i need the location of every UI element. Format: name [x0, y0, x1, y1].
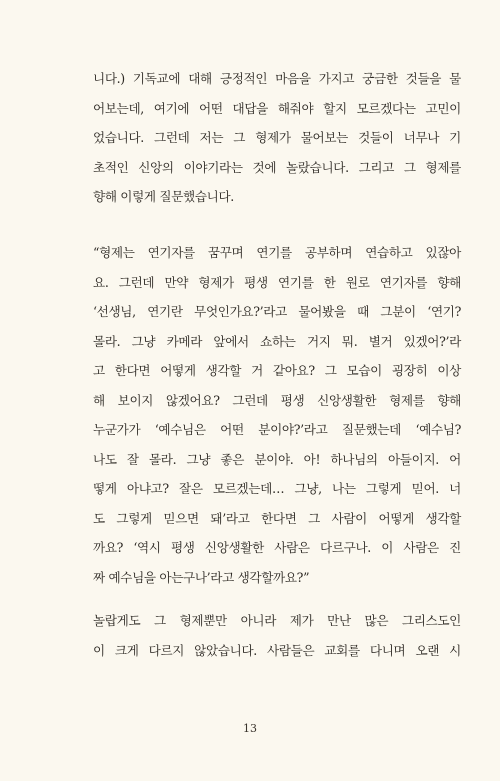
text-line: 놀랍게도 그 형제뿐만 아니라 제가 만난 많은 그리스도인 [93, 613, 461, 628]
text-line: 몰라. 그냥 카메라 앞에서 쇼하는 거지 뭐. 별거 있겠어?’라 [93, 333, 461, 349]
paragraph-quote [93, 238, 461, 592]
text-line: 도 그렇게 믿으면 돼’라고 한다면 그 사람이 어떻게 생각할 [93, 510, 461, 526]
text-line: 니다.) 기독교에 대해 긍정적인 마음을 가지고 궁금한 것들을 물 [93, 71, 461, 86]
text-line: 향해 이렇게 질문했습니다. [93, 189, 234, 204]
text-line: 었습니다. 그런데 저는 그 형제가 물어보는 것들이 너무나 기 [93, 130, 461, 145]
text-line: 까요? ‘역시 평생 신앙생활한 사람은 다르구나. 이 사람은 진 [93, 540, 461, 555]
page-number: 13 [243, 722, 257, 735]
text-line: 누군가가 ‘예수님은 어떤 분이야?’라고 질문했는데 ‘예수님? [93, 422, 461, 437]
text-line: 해 보이지 않겠어요? 그런데 평생 신앙생활한 형제를 향해 [93, 392, 461, 408]
text-line: 요. 그런데 만약 형제가 평생 연기를 한 원로 연기자를 향해 [93, 274, 461, 290]
paragraph-continuation [93, 606, 461, 665]
text-line: 초적인 신앙의 이야기라는 것에 놀랐습니다. 그리고 그 형제를 [93, 159, 461, 175]
text-line: 고 한다면 어떻게 생각할 거 같아요? 그 모습이 굉장히 이상 [93, 363, 461, 378]
paragraph-intro [93, 64, 461, 212]
text-line: ‘선생님, 연기란 무엇인가요?’라고 물어봤을 때 그분이 ‘연기? [93, 304, 461, 319]
text-line: 어보는데, 여기에 어떤 대답을 해줘야 할지 모르겠다는 고민이 [93, 100, 461, 116]
text-line: “형제는 연기자를 꿈꾸며 연기를 공부하며 연습하고 있잖아 [93, 245, 461, 260]
text-line: 이 크게 다르지 않았습니다. 사람들은 교회를 다니며 오랜 시 [93, 642, 461, 658]
text-line: 떻게 아냐고? 잘은 모르겠는데… 그냥, 나는 그렇게 믿어. 너 [93, 481, 461, 496]
text-line: 짜 예수님을 아는구나’라고 생각할까요?” [93, 569, 310, 585]
text-line: 나도 잘 몰라. 그냥 좋은 분이야. 아! 하나님의 아들이지. 어 [93, 451, 461, 467]
